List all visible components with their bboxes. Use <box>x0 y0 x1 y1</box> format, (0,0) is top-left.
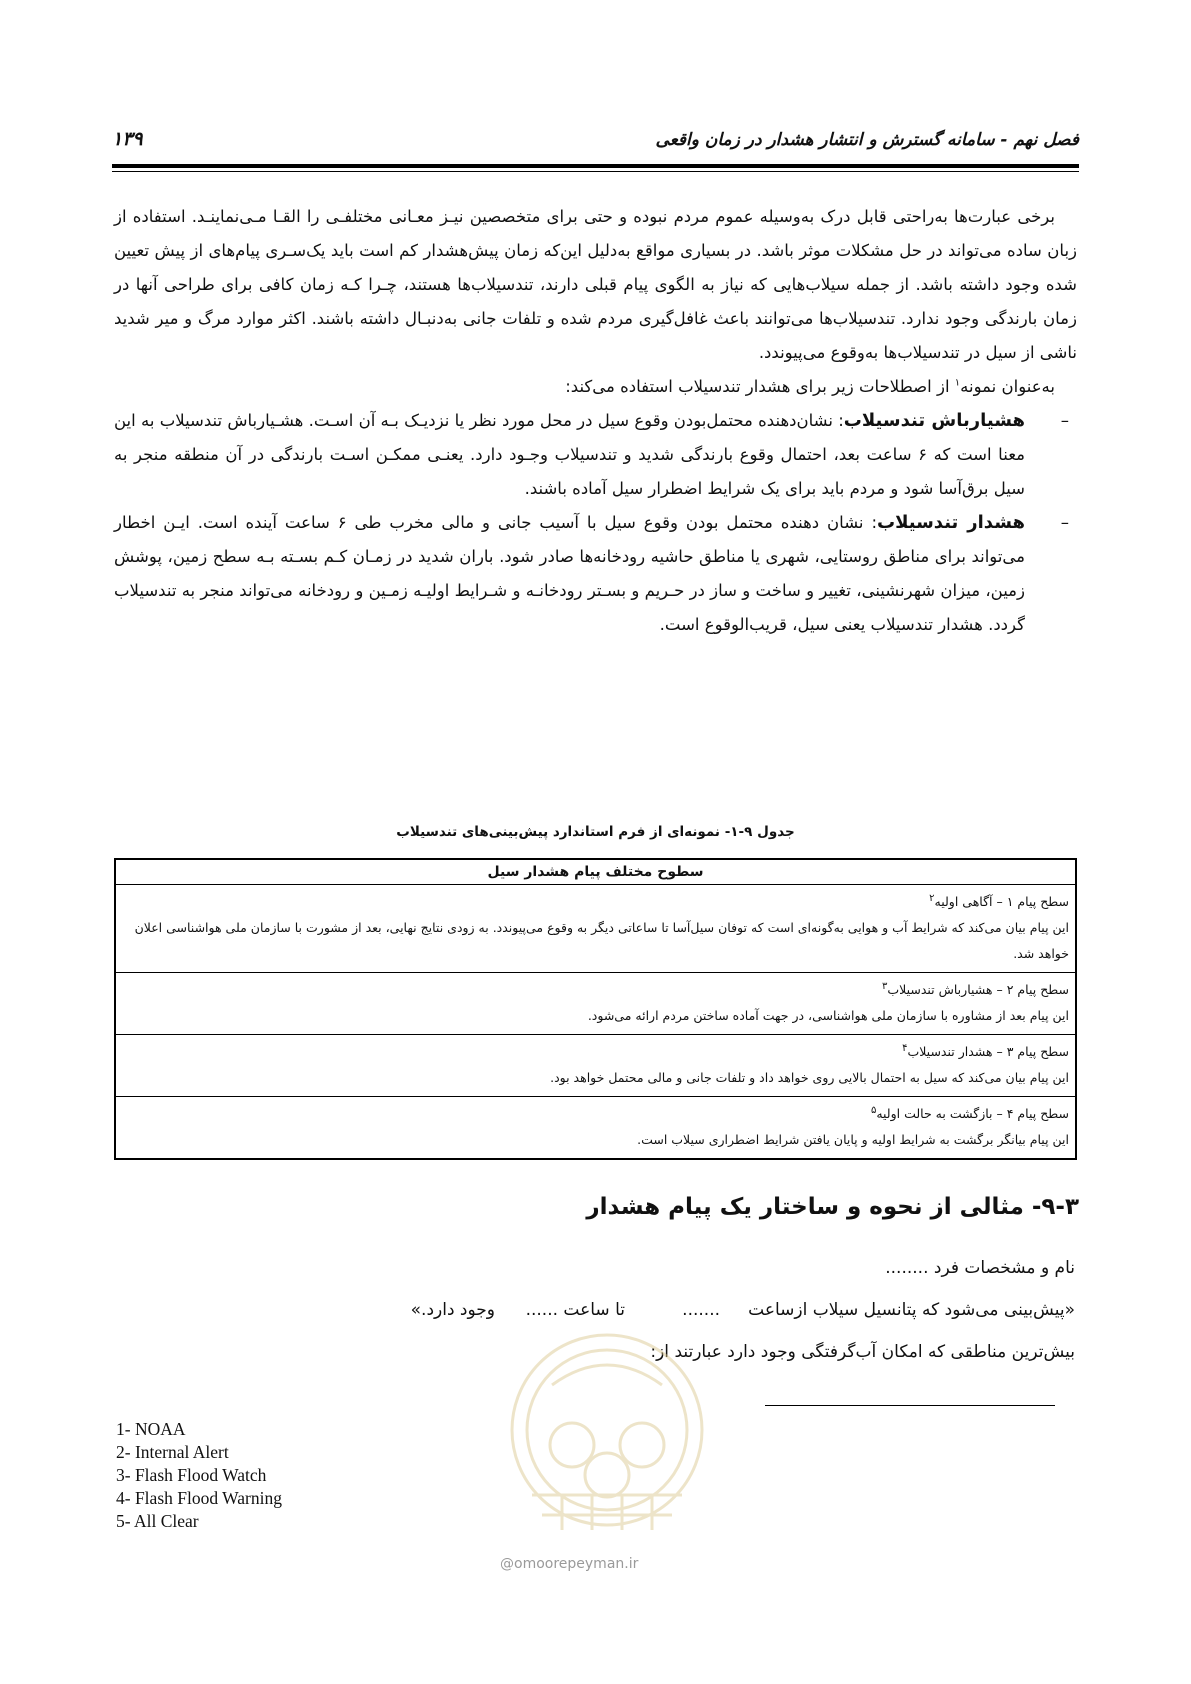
bullet-term: هشیارباش تندسیلاب <box>843 410 1025 431</box>
footnote: 1- NOAA <box>116 1419 186 1439</box>
example-line: نام و مشخصات فرد ........ <box>885 1258 1075 1278</box>
example-line <box>114 1300 1075 1326</box>
table-header: سطوح مختلف پیام هشدار سیل <box>115 859 1076 885</box>
level-title <box>122 1101 1069 1127</box>
footnote: 3- Flash Flood Watch <box>116 1465 267 1485</box>
table-row <box>115 885 1076 973</box>
header-rule <box>112 164 1079 168</box>
table-row <box>115 973 1076 1035</box>
blank-dots: ....... <box>682 1300 720 1320</box>
body-text <box>114 200 1077 642</box>
forecast-table <box>114 858 1077 1160</box>
level-title <box>122 1039 1069 1065</box>
level-title <box>122 977 1069 1003</box>
intro-line <box>114 370 1077 404</box>
table-cell <box>115 1035 1076 1097</box>
footnote: 4- Flash Flood Warning <box>116 1488 282 1508</box>
chapter-title: فصل نهم - سامانه گسترش و انتشار هشدار در زمان واقعی <box>655 130 1079 150</box>
level-description: این پیام بعد از مشاوره با سازمان ملی هواشناسی، در جهت آماده ساختن مردم ارائه می‌شود. <box>587 1008 1069 1023</box>
section-heading: ۹-۳- مثالی از نحوه و ساختار یک پیام هشدار <box>586 1194 1079 1220</box>
example-text: تا ساعت ...... <box>525 1300 625 1320</box>
level-description: این پیام بیانگر برگشت به شرایط اولیه و پایان یافتن شرایط اضطراری سیلاب است. <box>637 1132 1069 1147</box>
bullet-term: هشدار تندسیلاب <box>877 512 1025 533</box>
table-cell <box>115 1097 1076 1160</box>
watermark-site: @omoorepeyman.ir <box>500 1556 639 1572</box>
footnotes <box>116 1418 282 1533</box>
footnote-mark: ۴ <box>902 1042 908 1054</box>
bullet-item <box>114 404 1077 506</box>
bullet-dash: – <box>1060 513 1069 532</box>
page-header <box>112 126 1079 160</box>
example-text: وجود دارد.» <box>410 1300 495 1320</box>
level-title-text: سطح پیام ۱ – آگاهی اولیه <box>934 894 1069 909</box>
intro-text: به‌عنوان نمونه <box>960 377 1055 396</box>
watermark-logo <box>492 1325 722 1575</box>
table-caption: جدول ۹-۱- نمونه‌ای از فرم استاندارد پیش‌بینی‌های تندسیلاب <box>396 824 795 840</box>
level-title-text: سطح پیام ۴ – بازگشت به حالت اولیه <box>876 1106 1069 1121</box>
example-line: بیش‌ترین مناطقی که امکان آب‌گرفتگی وجود دارد عبارتند از: <box>650 1342 1075 1362</box>
level-description: این پیام بیان می‌کند که شرایط آب و هوایی به‌گونه‌ای است که توفان سیل‌آسا تا ساعاتی دیگر به وقوع می‌پیوندد. به زودی نتایج نهایی، بعد از مشورت با سازمان ملی هواشناسی اعلان خواهد شد. <box>134 920 1069 961</box>
bullet-dash: – <box>1060 411 1069 430</box>
bullet-text: : نشان دهنده محتمل بودن وقوع سیل با آسیب جانی و مالی مخرب طی ۶ ساعت آینده است. ایـن اخطار می‌تواند برای مناطق روستایی، شهری یا مناطق حاشیه رودخانه‌ها صادر شود. باران شدید در زمـان کـم بسـته بـه سطح زمین، پوشش زمین، میزان شهرنشینی، تغییر و ساخت و ساز در حـریم و بسـتر رودخانـه و شـرایط اولیـه زمـین و رودخانه می‌تواند منجر به تندسیلاب گردد. هشدار تندسیلاب یعنی سیل، قریب‌الوقوع است. <box>114 513 1025 634</box>
footnote: 5- All Clear <box>116 1511 199 1531</box>
footnote-mark: ۲ <box>929 892 935 904</box>
footnote-rule <box>765 1405 1055 1406</box>
paragraph: برخی عبارت‌ها به‌راحتی قابل درک به‌وسیله عموم مردم نبوده و حتی برای متخصصین نیـز معـانی مختلفـی را القـا مـی‌نماینـد. استفاده از زبان ساده می‌تواند در حل مشکلات موثر باشد. در بسیاری مواقع به‌دلیل این‌که زمان پیش‌هشدار کم است باید یک‌سـری پیام‌های از پیش تعیین شده وجود داشته باشد. از جمله سیلاب‌هایی که نیاز به الگوی پیام قبلی دارند، تندسیلاب‌ها هستند، چـرا کـه زمان کافی برای طراحی آنها در زمان بارندگی وجود ندارد. تندسیلاب‌ها می‌توانند باعث غافل‌گیری مردم شده و تلفات جانی به‌دنبـال داشته باشند. اکثر موارد مرگ و میر شدید ناشی از سیل در تندسیلاب‌ها به‌وقوع می‌پیوندد. <box>114 207 1077 362</box>
level-title-text: سطح پیام ۳ – هشدار تندسیلاب <box>907 1044 1069 1059</box>
footnote-mark: ۵ <box>870 1104 877 1116</box>
table-row <box>115 1097 1076 1160</box>
page-number: ۱۳۹ <box>112 128 143 150</box>
table-row <box>115 1035 1076 1097</box>
example-text: «پیش‌بینی می‌شود که پتانسیل سیلاب ازساعت <box>748 1300 1075 1320</box>
table-cell <box>115 973 1076 1035</box>
table-header-row <box>115 859 1076 885</box>
intro-text-rest: از اصطلاحات زیر برای هشدار تندسیلاب استفاده می‌کند: <box>565 377 955 396</box>
bullet-text: : نشان‌دهنده محتمل‌بودن وقوع سیل در محل مورد نظر یا نزدیـک بـه آن اسـت. هشـیارباش تندسیلاب به این معنا است که ۶ ساعت بعد، احتمال وقوع بارندگی شدید و تندسیلاب وجـود دارد. یعنـی ممکـن اسـت بارندگی در آن منطقه منجر به سیل برق‌آسا شود و مردم باید برای یک شرایط اضطرار سیل آماده باشند. <box>114 411 1025 498</box>
footnote-mark: ۳ <box>881 980 888 992</box>
footnote-mark: ۱ <box>954 377 961 389</box>
level-description: این پیام بیان می‌کند که سیل به احتمال بالایی روی خواهد داد و تلفات جانی و مالی محتمل خواهد بود. <box>550 1070 1069 1085</box>
level-title-text: سطح پیام ۲ – هشیارباش تندسیلاب <box>887 982 1069 997</box>
header-rule-thin <box>112 171 1079 172</box>
table-cell <box>115 885 1076 973</box>
bullet-item <box>114 506 1077 642</box>
footnote: 2- Internal Alert <box>116 1442 229 1462</box>
level-title <box>122 889 1069 915</box>
